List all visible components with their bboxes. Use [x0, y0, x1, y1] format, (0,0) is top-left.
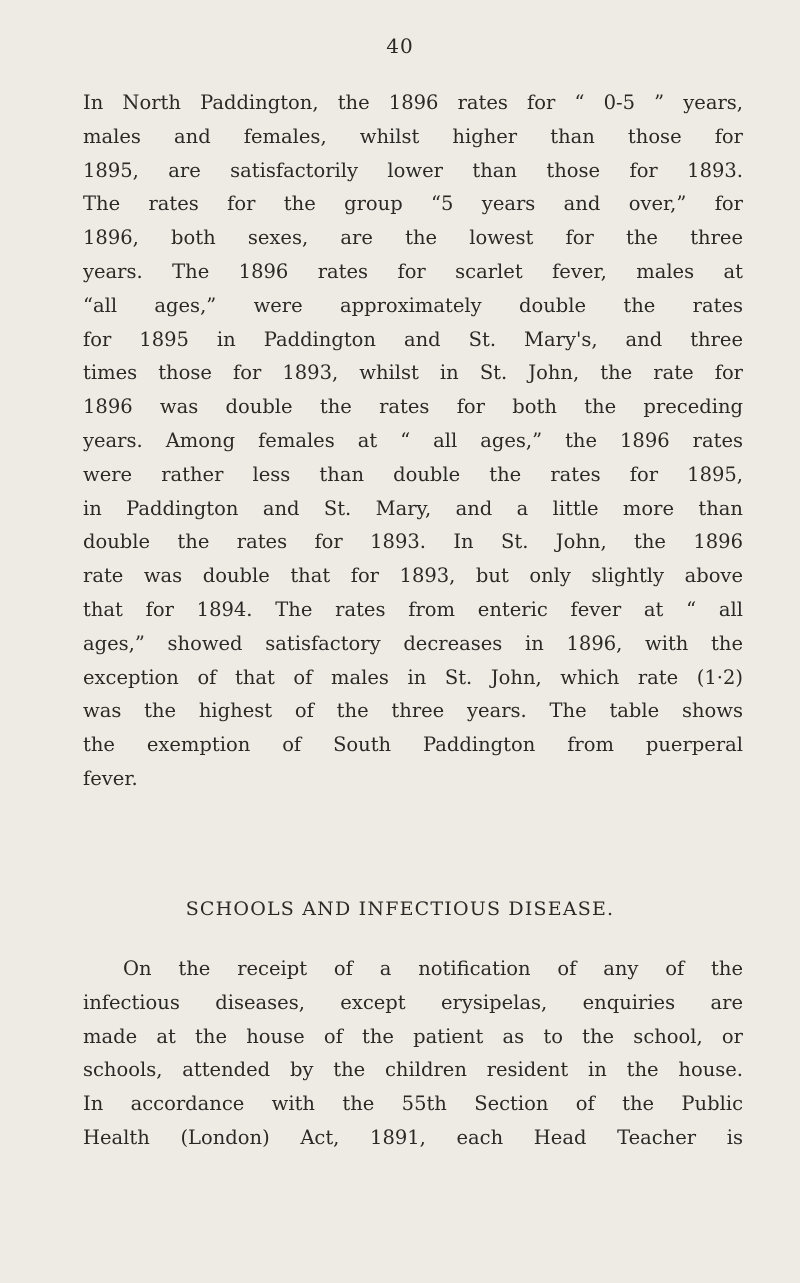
text-line: In North Paddington, the 1896 rates for “ 0-5 ” years, — [83, 91, 743, 114]
text-line: “all ages,” were approximately double the rates — [83, 293, 743, 317]
text-line: rate was double that for 1893, but only slightly above — [83, 564, 743, 588]
text-line: infectious diseases, except erysipelas, enquiries are — [83, 990, 743, 1014]
text-line: were rather less than double the rates for 1895, — [83, 462, 743, 486]
text-line: males and females, whilst higher than those for — [83, 124, 743, 148]
text-line: fever. — [83, 766, 138, 790]
text-line: times those for 1893, whilst in St. John, the rate for — [83, 361, 743, 385]
section-heading: SCHOOLS AND INFECTIOUS DISEASE. — [185, 898, 615, 920]
body-text-block — [83, 86, 743, 796]
paragraph-schools-notification — [83, 952, 743, 1155]
text-line: in Paddington and St. Mary, and a little more than — [83, 496, 743, 520]
page-number: 40 — [386, 34, 414, 58]
text-line: schools, attended by the children resident in the house. — [83, 1058, 743, 1082]
text-line: 1895, are satisfactorily lower than those for 1893. — [83, 158, 743, 182]
text-line: ages,” showed satisfactory decreases in 1896, with the — [83, 631, 743, 655]
text-line: the exemption of South Paddington from puerperal — [83, 733, 743, 757]
text-line: 1896, both sexes, are the lowest for the three — [83, 226, 743, 250]
text-line: years. Among females at “ all ages,” the 1896 rates — [83, 428, 743, 452]
text-line: that for 1894. The rates from enteric fever at “ all — [83, 597, 743, 621]
text-line: In accordance with the 55th Section of the Public — [83, 1092, 743, 1116]
text-line: double the rates for 1893. In St. John, the 1896 — [83, 530, 743, 554]
text-line: years. The 1896 rates for scarlet fever, males at — [83, 259, 743, 283]
text-line: was the highest of the three years. The table shows — [83, 699, 743, 723]
text-line: Health (London) Act, 1891, each Head Teacher is — [83, 1125, 743, 1149]
text-line: made at the house of the patient as to the school, or — [83, 1024, 743, 1048]
text-line: On the receipt of a notification of any of the — [123, 957, 743, 980]
text-line: 1896 was double the rates for both the preceding — [83, 395, 743, 419]
body-text-block — [83, 952, 743, 1155]
paragraph-enteric-scarlet-fever — [83, 86, 743, 796]
text-line: for 1895 in Paddington and St. Mary's, and three — [83, 327, 743, 351]
text-line: exception of that of males in St. John, which rate (1·2) — [83, 665, 743, 689]
text-line: The rates for the group “5 years and over,” for — [83, 192, 743, 216]
